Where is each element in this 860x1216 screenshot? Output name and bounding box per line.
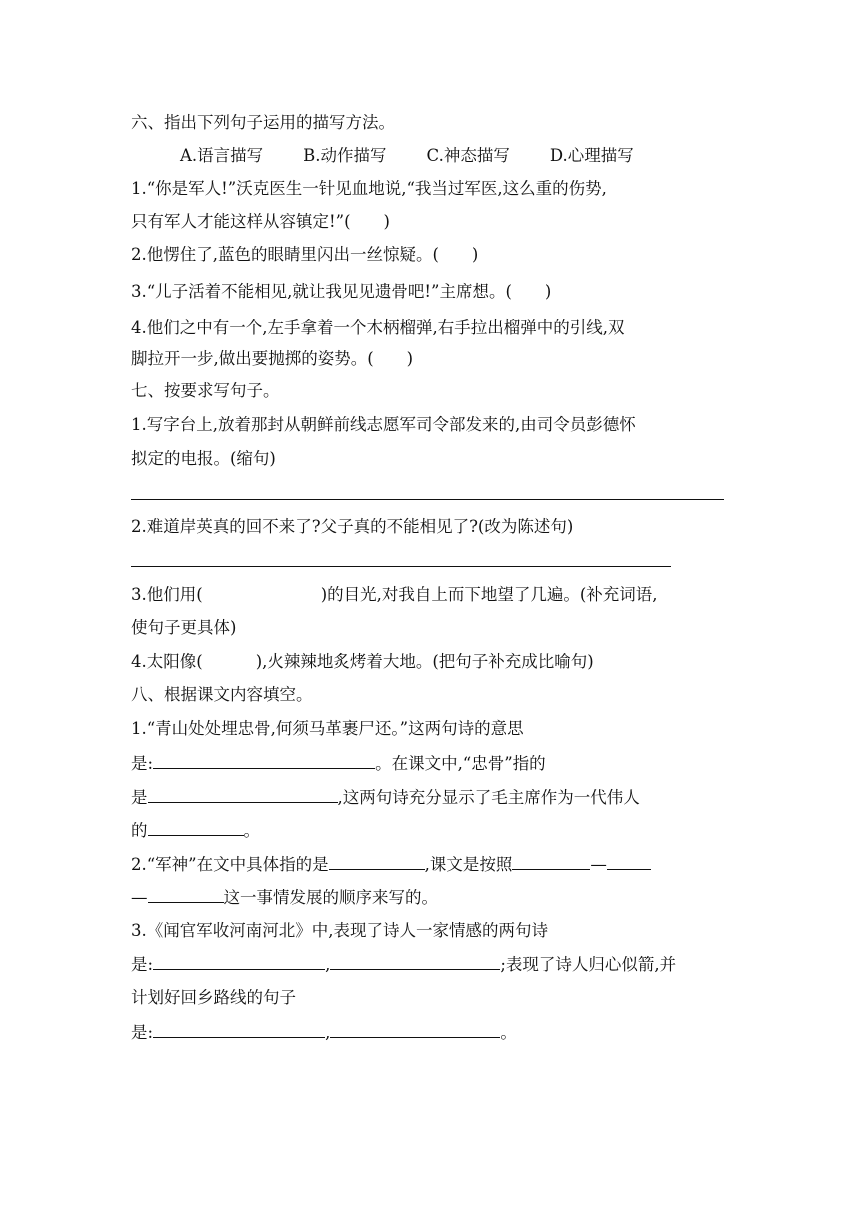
s7-q4-pre: 4.太阳像( — [131, 652, 203, 671]
s8-q2-blank-order-1[interactable] — [512, 853, 590, 870]
s8-q1-blank-quality[interactable] — [148, 819, 244, 836]
s8-q1-blank-zhonggu[interactable] — [148, 786, 338, 803]
s7-q2-answer-line[interactable] — [131, 566, 671, 567]
s8-q3-line4 — [131, 1021, 517, 1044]
s8-q1-line2-post: 。在课文中,“忠骨”指的 — [375, 754, 546, 773]
section-6-choices — [180, 145, 634, 167]
s6-q3: 3.“儿子活着不能相见,就让我见见遗骨吧!”主席想。( ) — [131, 282, 552, 301]
choice-d: D.心理描写 — [549, 146, 634, 165]
s8-q2-dash: — — [590, 855, 607, 874]
s8-q2-pre: 2.“军神”在文中具体指的是 — [131, 855, 329, 874]
s7-q1-line2: 拟定的电报。(缩句) — [131, 449, 276, 468]
s8-q1-line2-pre: 是: — [131, 754, 154, 773]
s8-q1-line3-post: ,这两句诗充分显示了毛主席作为一代伟人 — [337, 788, 640, 807]
s8-q2-line1 — [131, 853, 651, 876]
s8-q3-line2-sep: , — [325, 955, 331, 974]
s8-q2-mid: ,课文是按照 — [424, 855, 513, 874]
s7-q1-line1: 1.写字台上,放着那封从朝鲜前线志愿军司令部发来的,由司令员彭德怀 — [131, 415, 636, 434]
s8-q2-blank-order-2[interactable] — [607, 853, 651, 870]
s8-q2-blank-person[interactable] — [329, 853, 425, 870]
s8-q1-line4-pre: 的 — [131, 821, 148, 840]
s8-q3-line2-pre: 是: — [131, 955, 154, 974]
s8-q3-line4-sep: , — [325, 1023, 331, 1042]
s8-q1-line4 — [131, 819, 260, 842]
s8-q3-line4-post: 。 — [500, 1023, 517, 1042]
choice-b: B.动作描写 — [303, 146, 387, 165]
s7-q4-post: ),火辣辣地炙烤着大地。(把句子补充成比喻句) — [255, 652, 594, 671]
s8-q3-line4-pre: 是: — [131, 1023, 154, 1042]
s6-q4-line2: 脚拉开一步,做出要抛掷的姿势。( ) — [131, 349, 414, 368]
s8-q3-blank-2[interactable] — [330, 953, 500, 970]
s8-q3-blank-4[interactable] — [330, 1021, 500, 1038]
s8-q3-blank-1[interactable] — [153, 953, 325, 970]
s6-q2: 2.他愣住了,蓝色的眼睛里闪出一丝惊疑。( ) — [131, 245, 479, 264]
s8-q1-line3 — [131, 786, 640, 809]
s8-q1-blank-meaning[interactable] — [153, 752, 375, 769]
s8-q1-line4-post: 。 — [243, 821, 260, 840]
section-8-title: 八、根据课文内容填空。 — [131, 685, 313, 704]
choice-c: C.神态描写 — [426, 146, 510, 165]
s8-q1-line2 — [131, 752, 546, 775]
s8-q2-blank-order-3[interactable] — [148, 886, 224, 903]
s8-q2-line2-post: 这一事情发展的顺序来写的。 — [223, 888, 438, 907]
s7-q4 — [131, 651, 594, 673]
s7-q3-line2: 使句子更具体) — [131, 618, 237, 637]
s8-q3-line2 — [131, 953, 676, 976]
s6-q1-line2: 只有军人才能这样从容镇定!”( ) — [131, 212, 390, 231]
s7-q3-pre: 3.他们用( — [131, 585, 203, 604]
s7-q3-post: )的目光,对我自上而下地望了几遍。(补充词语, — [320, 585, 658, 604]
s8-q3-line2-post: ;表现了诗人归心似箭,并 — [500, 955, 677, 974]
s8-q2-line2 — [131, 886, 438, 909]
s8-q3-line1: 3.《闻官军收河南河北》中,表现了诗人一家情感的两句诗 — [131, 921, 548, 940]
section-7-title: 七、按要求写句子。 — [131, 381, 280, 400]
s7-q3-line1 — [131, 584, 658, 606]
s8-q3-line3: 计划好回乡路线的句子 — [131, 988, 296, 1007]
choice-a: A.语言描写 — [180, 146, 264, 165]
s8-q1-line3-pre: 是 — [131, 788, 148, 807]
s6-q4-line1: 4.他们之中有一个,左手拿着一个木柄榴弹,右手拉出榴弹中的引线,双 — [131, 318, 625, 337]
s8-q2-line2-pre: — — [131, 888, 148, 907]
s8-q3-blank-3[interactable] — [153, 1021, 325, 1038]
section-6-title: 六、指出下列句子运用的描写方法。 — [131, 113, 395, 132]
s7-q2: 2.难道岸英真的回不来了?父子真的不能相见了?(改为陈述句) — [131, 517, 574, 536]
s6-q1-line1: 1.“你是军人!”沃克医生一针见血地说,“我当过军医,这么重的伤势, — [131, 179, 607, 198]
s7-q1-answer-line[interactable] — [131, 499, 724, 500]
s8-q1-line1: 1.“青山处处埋忠骨,何须马革裹尸还。”这两句诗的意思 — [131, 719, 524, 738]
